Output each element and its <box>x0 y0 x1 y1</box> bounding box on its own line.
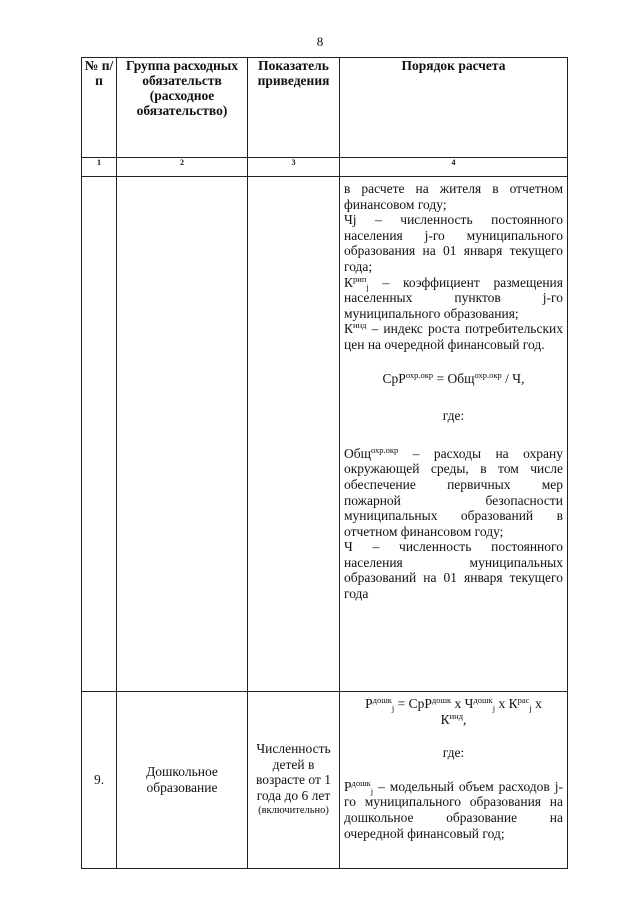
formula: $Р^{дошк}_j = СрР^{дошк}$ x $Ч^{дошк}_j$ x $К^{рас}_j$ x $К^{инд}$, <box>365 695 542 727</box>
header-group: Группа расходных обязательств (расходное обязательство) <box>117 58 248 158</box>
header-calculation: Порядок расчета <box>340 58 568 158</box>
empty-cell <box>248 177 340 692</box>
definition-rdoshk: $Р^{дошк}_j$ – модельный объем расходов j-го муниципального образования на дошкольное образование на очередной финансовый год; <box>344 777 563 841</box>
where-label: где: <box>442 745 465 761</box>
where-label: где: <box>442 408 465 424</box>
spacer <box>344 424 563 446</box>
spacer <box>344 761 563 779</box>
column-number: 1 <box>82 158 117 177</box>
spacer <box>344 353 563 371</box>
page-number: 8 <box>316 34 324 49</box>
definition-krip: $К^{рип}_j$ – коэффициент размещения населенных пунктов j-го муниципального образования; <box>344 273 563 321</box>
spacer <box>344 727 563 745</box>
empty-cell <box>117 177 248 692</box>
definition-kind: $К^{инд}$ – индекс роста потребительских цен на очередной финансовый год. <box>344 320 563 352</box>
definition-obshch: Общ$^{охр.окр}$ – расходы на охрану окружающей среды, в том числе обеспечение первичных мер пожарной безопасности муниципальных образований в отчетном финансовом году; <box>344 444 563 539</box>
text-line: в расчете на жителя в отчетном финансовом году; <box>344 181 563 212</box>
calculation-cell <box>340 177 568 692</box>
table-header-row <box>82 58 568 158</box>
header-number: № п/п <box>82 58 117 158</box>
spacer <box>344 386 563 408</box>
definition-population: Ч – численность постоянного населения муниципальных образований на 01 января текущего года <box>344 539 563 602</box>
empty-cell <box>82 177 117 692</box>
indicator-text: Численность детей в возрасте от 1 года до 6 лет <box>256 741 331 803</box>
expense-group: Дошкольное образование <box>117 692 248 869</box>
formula: СрР$^{охр.окр}$ = Общ$^{охр.окр}$ / Ч, <box>382 369 525 386</box>
column-number: 4 <box>340 158 568 177</box>
column-number: 2 <box>117 158 248 177</box>
row-number: 9. <box>82 692 117 869</box>
definition-ch: Чj – численность постоянного населения j-го муниципального образования на 01 января текущего года; <box>344 212 563 274</box>
column-number: 3 <box>248 158 340 177</box>
column-numbers-row <box>82 158 568 177</box>
calculation-cell <box>340 692 568 869</box>
calculation-table <box>81 57 568 869</box>
indicator-note: (включительно) <box>258 805 329 817</box>
indicator-cell <box>248 692 340 869</box>
continuation-row <box>82 177 568 692</box>
header-indicator: Показатель приведения <box>248 58 340 158</box>
table-row-9 <box>82 692 568 869</box>
